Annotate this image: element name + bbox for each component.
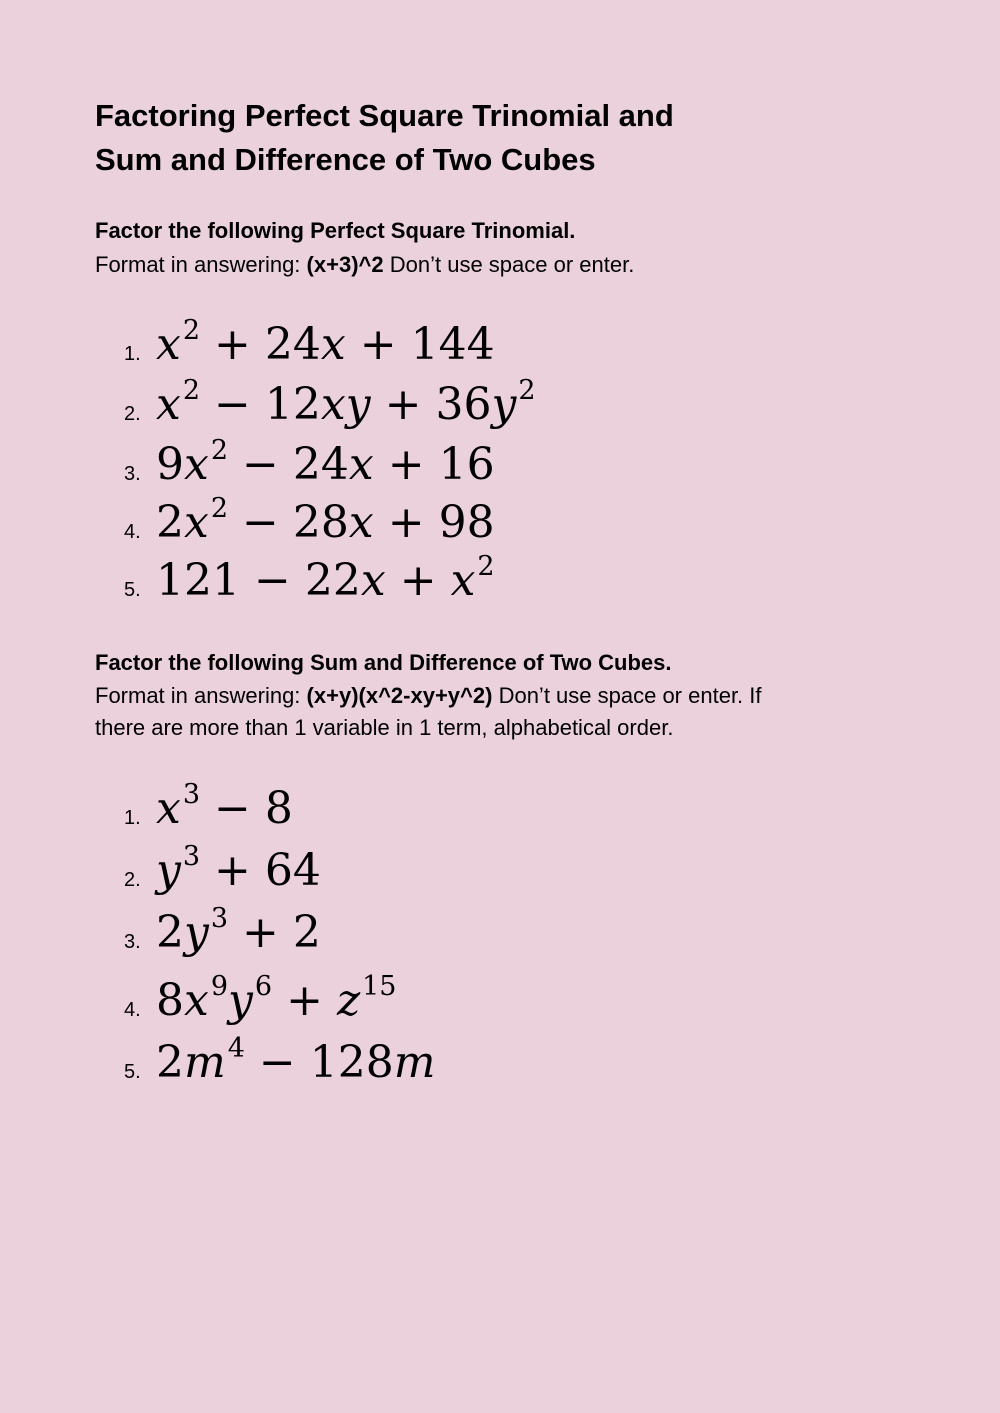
item-number: 4. bbox=[124, 521, 141, 543]
section2-heading: Factor the following Sum and Difference of Two Cubes. bbox=[95, 650, 672, 675]
list-item bbox=[0, 894, 700, 958]
section2-instruction-line2: there are more than 1 variable in 1 term, alphabetical order. bbox=[95, 715, 674, 740]
list-item bbox=[0, 366, 700, 430]
item-number: 3. bbox=[124, 931, 141, 953]
list-item bbox=[0, 306, 700, 370]
section1-answer-format: (x+3)^2 bbox=[306, 252, 384, 277]
list-item bbox=[0, 770, 700, 834]
list-item bbox=[0, 426, 700, 490]
item-number: 5. bbox=[124, 1061, 141, 1083]
page-title bbox=[95, 94, 895, 182]
list-item bbox=[0, 542, 700, 606]
item-number: 2. bbox=[124, 869, 141, 891]
section2-instruction-suffix: Don’t use space or enter. If bbox=[498, 683, 762, 708]
title-line-2: Sum and Difference of Two Cubes bbox=[95, 142, 596, 177]
item-number: 1. bbox=[124, 807, 141, 829]
item-number: 1. bbox=[124, 343, 141, 365]
list-item bbox=[0, 832, 700, 896]
math-expression: $2m^4 - 128m$ bbox=[156, 1033, 436, 1088]
list-item bbox=[0, 962, 700, 1026]
item-number: 5. bbox=[124, 579, 141, 601]
math-expression: $2x^2 - 28x + 98$ bbox=[156, 493, 495, 548]
title-line-1: Factoring Perfect Square Trinomial and bbox=[95, 98, 674, 133]
math-expression: $y^3 + 64$ bbox=[156, 841, 321, 896]
section2-instructions bbox=[95, 680, 895, 744]
item-number: 2. bbox=[124, 403, 141, 425]
math-expression: $2y^3 + 2$ bbox=[156, 903, 321, 958]
item-number: 3. bbox=[124, 463, 141, 485]
section1-instruction-prefix: Format in answering: bbox=[95, 252, 301, 277]
math-expression: $x^2 - 12xy + 36y^2$ bbox=[156, 375, 536, 430]
math-expression: $8x^9y^6 + z^{15}$ bbox=[156, 971, 397, 1026]
math-expression: $x^2 + 24x + 144$ bbox=[156, 315, 495, 370]
section1-instruction-suffix: Don’t use space or enter. bbox=[389, 252, 635, 277]
math-expression: $121 - 22x + x^2$ bbox=[156, 551, 495, 606]
item-number: 4. bbox=[124, 999, 141, 1021]
math-expression: $x^3 - 8$ bbox=[156, 779, 293, 834]
math-expression: $9x^2 - 24x + 16$ bbox=[156, 435, 495, 490]
list-item bbox=[0, 1024, 700, 1088]
list-item bbox=[0, 484, 700, 548]
section1-instructions bbox=[95, 249, 895, 281]
section1-heading: Factor the following Perfect Square Trinomial. bbox=[95, 218, 576, 243]
section2-instruction-prefix: Format in answering: bbox=[95, 683, 301, 708]
section2-answer-format: (x+y)(x^2-xy+y^2) bbox=[306, 683, 493, 708]
